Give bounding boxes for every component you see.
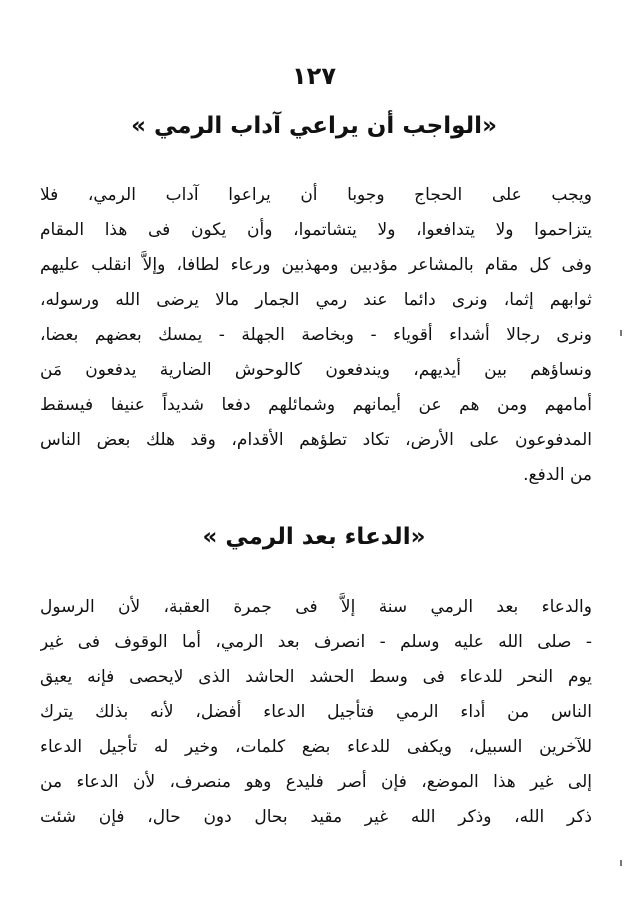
scan-speck <box>620 860 622 866</box>
text-line: ويجب على الحجاج وجوبا أن يراعوا آداب الرمي، فلا <box>40 185 592 205</box>
text-line: ذكر الله، وذكر الله غير مقيد بحال دون حال، فإن شئت <box>40 807 592 827</box>
text-line: أمامهم ومن هم عن أيمانهم وشمائلهم دفعا شديداً عنيفا فيسقط <box>40 395 592 415</box>
text-line: ونساؤهم بين أيديهم، ويندفعون كالوحوش الضارية يدفعون مَن <box>40 360 592 380</box>
section-heading-supplication: «الدعاء بعد الرمي » <box>202 524 426 550</box>
text-line: المدفوعون على الأرض، تكاد تطؤهم الأقدام، وقد هلك بعض الناس <box>40 430 592 450</box>
text-line: والدعاء بعد الرمي سنة إلاَّ فى جمرة العقبة، لأن الرسول <box>40 597 592 617</box>
text-line: للآخرين السبيل، ويكفى للدعاء بضع كلمات، وخير له تأجيل الدعاء <box>40 737 592 757</box>
scan-speck <box>620 330 622 336</box>
text-line: ثوابهم إثما، ونرى دائما عند رمي الجمار مالا يرضى الله ورسوله، <box>40 290 592 310</box>
text-line: يتزاحموا ولا يتدافعوا، ولا يتشاتموا، وأن يكون فى هذا المقام <box>40 220 592 240</box>
text-line: يوم النحر للدعاء فى وسط الحشد الحاشد الذى لايحصى فإنه يعيق <box>40 667 592 687</box>
paragraph-supplication <box>40 590 592 835</box>
text-line: ونرى رجالا أشداء أقوياء - وبخاصة الجهلة - يمسك بعضهم بعضا، <box>40 325 592 345</box>
text-line: الناس من أداء الرمي فتأجيل الدعاء أفضل، لأنه بذلك يترك <box>40 702 592 722</box>
page-number: ١٢٧ <box>292 62 336 90</box>
text-line: وفى كل مقام بالمشاعر مؤدبين ومهذبين ورعاء لطافا، وإلاَّ انقلب عليهم <box>40 255 592 275</box>
paragraph-etiquette <box>40 178 592 493</box>
text-line: إلى غير هذا الموضع، فإن أصر فليدع وهو منصرف، لأن الدعاء من <box>40 772 592 792</box>
text-line: - صلى الله عليه وسلم - انصرف بعد الرمي، أما الوقوف فى غير <box>40 632 592 652</box>
section-heading-etiquette: «الواجب أن يراعي آداب الرمي » <box>131 113 497 139</box>
text-line: من الدفع. <box>523 465 592 485</box>
